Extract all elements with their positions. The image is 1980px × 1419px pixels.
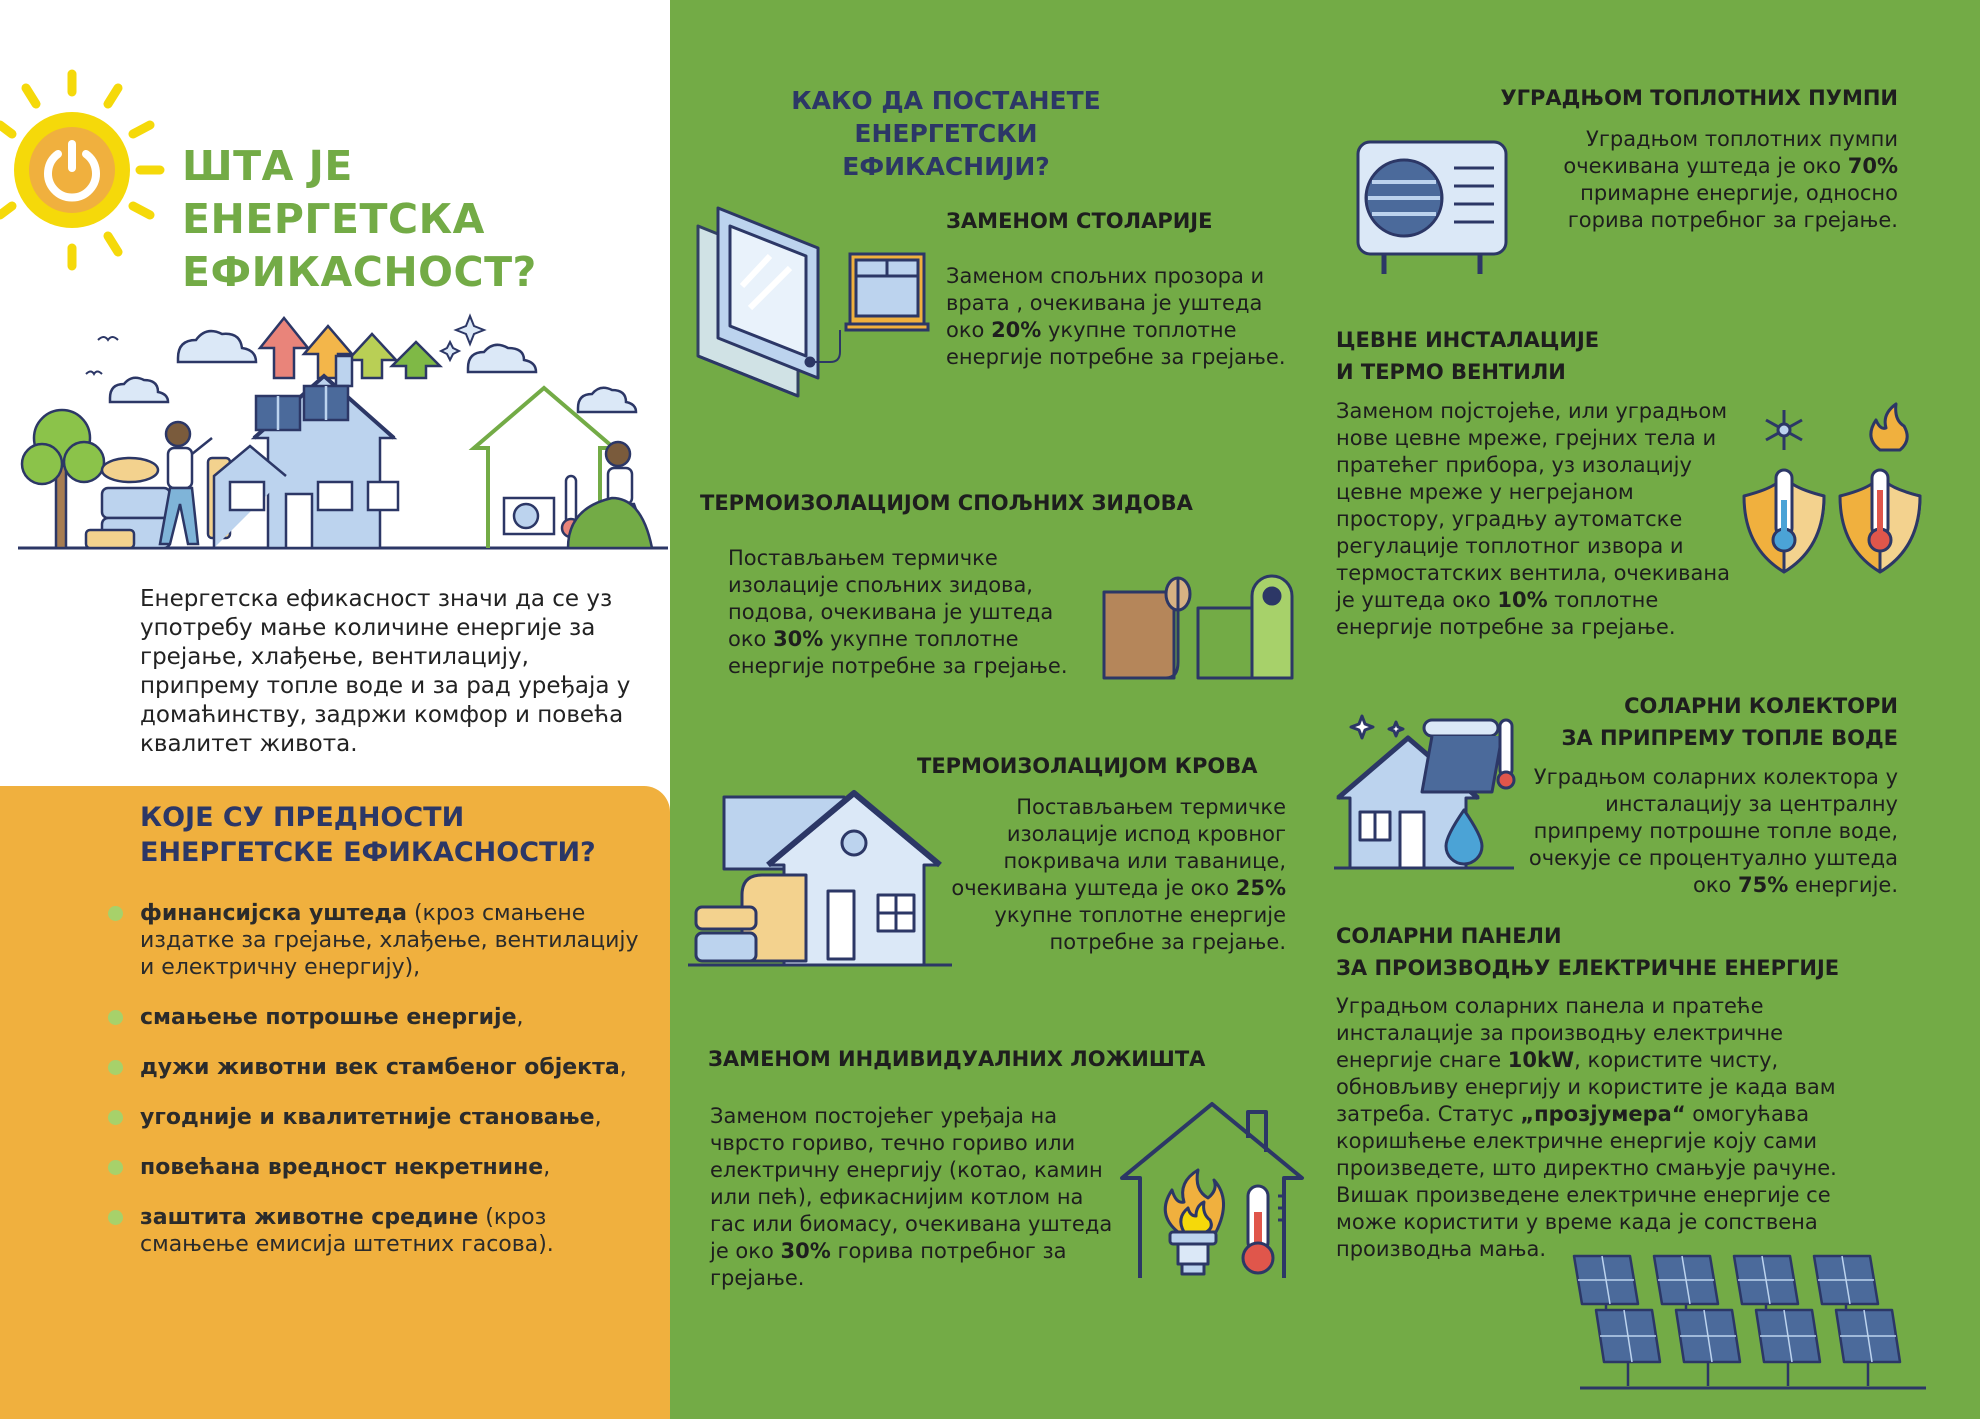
furnace-text: Заменом постојећег уређаја на чврсто гориво, течно гориво или електричну енергију (котао, камин или пећ), ефикаснијим котлом на гас или биомасу, очекивана уштеда је око 30% горива потребног за грејање. [710,1104,1113,1290]
page-title: ШТА ЈЕ ЕНЕРГЕТСКА ЕФИКАСНОСТ? [182,142,537,296]
panels-title: СОЛАРНИ ПАНЕЛИ ЗА ПРОИЗВОДЊУ ЕЛЕКТРИЧНЕ ЕНЕРГИЈЕ [1336,924,1840,980]
collectors-title: СОЛАРНИ КОЛЕКТОРИ ЗА ПРИПРЕМУ ТОПЛЕ ВОДЕ [1561,694,1898,750]
how-title: КАКО ДА ПОСТАНЕТЕ ЕНЕРГЕТСКИ ЕФИКАСНИЈИ? [791,86,1101,181]
solar-panels-icon [1566,1250,1936,1396]
bullet-dot [108,1110,123,1125]
bullet-dot [108,1160,123,1175]
intro-text: Енергетска ефикасност значи да се уз употребу мање количине енергије за грејање, хлађење, вентилацију, припрему топле воде и за рад уређаја у домаћинству, задржи комфор и повећа квалитет живота. [140,586,631,757]
roof-text: Постављањем термичке изолације испод кровног покривача или таванице, очекивана уштеда је око 25% укупне топлотне енергије потребне за грејање. [951,795,1286,954]
list-item: финансијска уштеда (кроз смањене издатке за грејање, хлађење, вентилацију и електричну енергију), [108,900,648,981]
heatpump-text: Уградњом топлотних пумпи очекивана уштеда је око 70% примарне енергије, односно горива потребног за грејање. [1563,127,1898,232]
windows-text: Заменом спољних прозора и врата , очекивана је уштеда око 20% укупне топлотне енергије потребне за грејање. [946,264,1286,369]
walls-text: Постављањем термичке изолације спољних зидова, подова, очекивана је уштеда око 30% укупне топлотне енергије потребне за грејање. [728,546,1068,678]
list-item: угодније и квалитетније становање, [108,1104,648,1131]
list-item: дужи животни век стамбеног објекта, [108,1054,648,1081]
thermostat-shields-icon [1742,400,1926,576]
bullet-dot [108,1210,123,1225]
house-roof-icon [688,785,952,971]
insulation-rolls-icon [1102,576,1298,680]
pipes-text: Заменом појстојеће, или уградњом нове цевне мреже, грејних тела и пратећег прибора, уз изолацију цевне мреже у негрејаном простору, уградњу аутоматске регулације топлотног извора и термостатских вентила, очекивана је уштеда око 10% топлотне енергије потребне за грејање. [1336,399,1730,639]
panels-text: Уградњом соларних панела и пратеће инсталације за производњу електричне енергије снаге 10kW, користите чисту, обновљиву енергију и користите је када вам затреба. Статус „прозјумера“ омогућава коришћење електричне енергије коју сами произведете, што директно смањује рачуне. Вишак произведене електричне енергије се може користити у време када је сопствена производња мања. [1336,994,1837,1261]
heatpump-title: УГРАДЊОМ ТОПЛОТНИХ ПУМПИ [1500,86,1898,110]
roof-title: ТЕРМОИЗОЛАЦИЈОМ КРОВА [917,754,1258,778]
list-item: заштита животне средине (кроз смањење емисија штетних гасова). [108,1204,648,1258]
house-energy-illustration [18,298,668,554]
heat-pump-icon [1354,138,1510,278]
bullet-dot [108,906,123,921]
windows-title: ЗАМЕНОМ СТОЛАРИЈЕ [946,209,1213,233]
furnace-title: ЗАМЕНОМ ИНДИВИДУАЛНИХ ЛОЖИШТА [708,1047,1206,1071]
list-item: повећана вредност некретнине, [108,1154,648,1181]
bullet-dot [108,1060,123,1075]
pipes-title: ЦЕВНЕ ИНСТАЛАЦИЈЕ И ТЕРМО ВЕНТИЛИ [1336,328,1600,384]
window-icon [690,196,930,396]
solar-collector-house-icon [1334,712,1520,872]
bullet-dot [108,1010,123,1025]
furnace-house-icon [1118,1100,1308,1282]
benefits-list [108,900,648,1281]
list-item: смањење потрошње енергије, [108,1004,648,1031]
benefits-title: КОЈЕ СУ ПРЕДНОСТИ ЕНЕРГЕТСКЕ ЕФИКАСНОСТИ? [140,802,596,868]
sun-power-icon [0,60,180,260]
collectors-text: Уградњом соларних колектора у инсталацију за централну припрему потрошне топле воде, очекује се процентуално уштеда око 75% енергије. [1528,765,1898,897]
walls-title: ТЕРМОИЗОЛАЦИЈОМ СПОЉНИХ ЗИДОВА [700,491,1193,515]
